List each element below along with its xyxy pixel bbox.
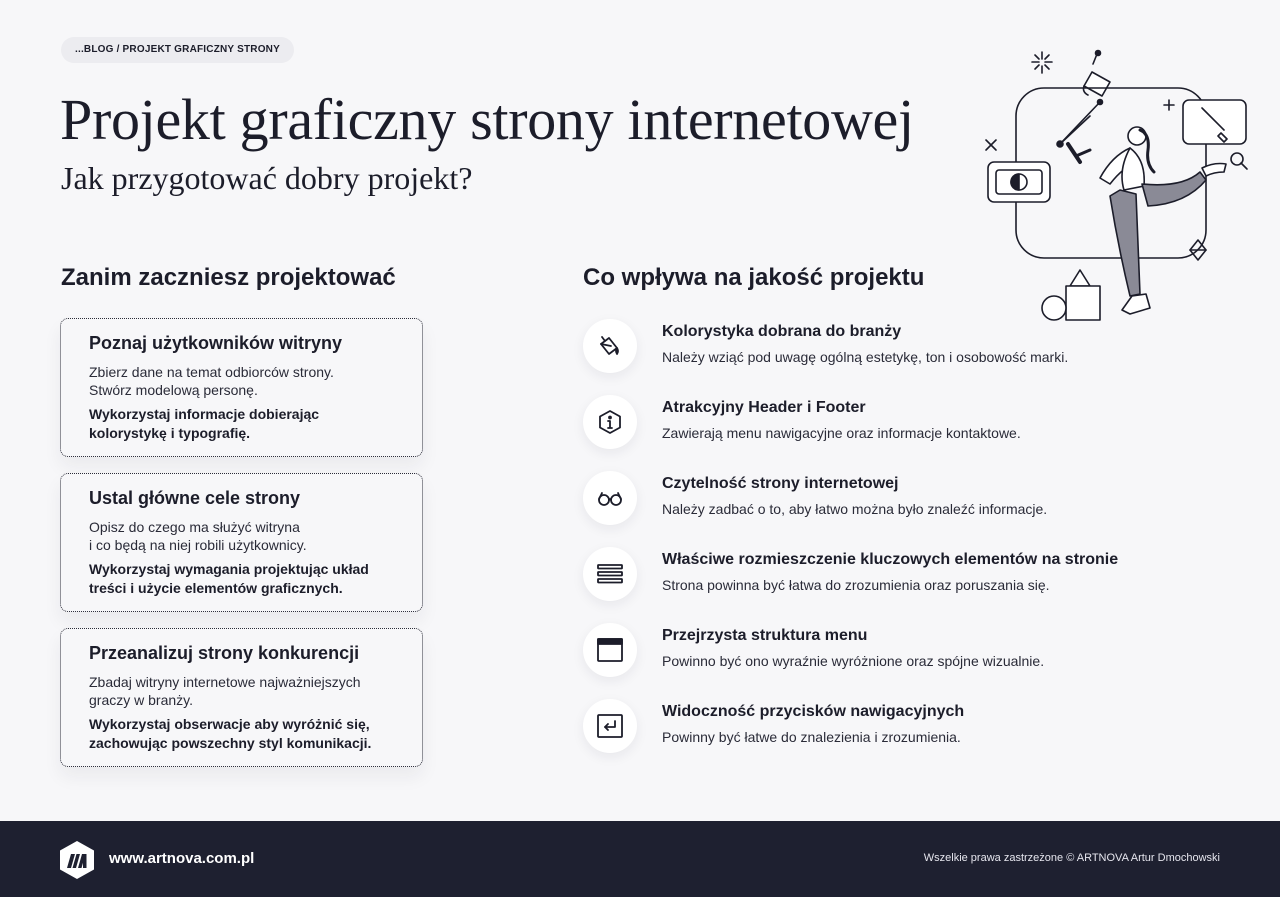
layout-rows-icon: [583, 547, 637, 601]
section-heading-before-design: Zanim zaczniesz projektować: [61, 264, 396, 291]
footer-website-link[interactable]: www.artnova.com.pl: [109, 850, 255, 867]
enter-key-icon: [583, 699, 637, 753]
sparkle-icon: [1032, 52, 1052, 73]
hero-illustration: [980, 44, 1250, 329]
factor-description: Powinno być ono wyraźnie wyróżnione oraz spójne wizualnie.: [662, 653, 1045, 669]
factor-title: Czytelność strony internetowej: [662, 475, 899, 492]
card-note: Wykorzystaj obserwacje aby wyróżnić się, zachowując powszechny styl komunikacji.: [89, 716, 372, 751]
card-description: Zbadaj witryny internetowe najważniejszych graczy w branży.: [89, 674, 361, 708]
factor-item: [583, 393, 1183, 469]
glasses-icon: [583, 471, 637, 525]
browser-window-icon: [583, 623, 637, 677]
factor-title: Widoczność przycisków nawigacyjnych: [662, 703, 965, 720]
factor-item: [583, 697, 1183, 773]
card-set-goals: [60, 473, 423, 612]
card-note: Wykorzystaj wymagania projektując układ treści i użycie elementów graficznych.: [89, 561, 369, 596]
factor-description: Strona powinna być łatwa do zrozumienia oraz poruszania się.: [662, 577, 1050, 593]
card-analyze-competitors: [60, 628, 423, 767]
paint-can-icon: [1084, 51, 1111, 97]
page-subtitle: Jak przygotować dobry projekt?: [61, 160, 473, 196]
factor-title: Kolorystyka dobrana do branży: [662, 323, 902, 340]
factor-item: [583, 545, 1183, 621]
factor-description: Zawierają menu nawigacyjne oraz informacje kontaktowe.: [662, 425, 1021, 441]
section-heading-quality-factors: Co wpływa na jakość projektu: [583, 264, 925, 291]
card-title: Ustal główne cele strony: [89, 488, 301, 508]
paint-bucket-icon: [583, 319, 637, 373]
card-description: Opisz do czego ma służyć witryna i co będą na niej robili użytkownicy.: [89, 519, 307, 553]
factor-title: Przejrzysta struktura menu: [662, 627, 868, 644]
factor-title: Atrakcyjny Header i Footer: [662, 399, 866, 416]
factor-description: Należy zadbać o to, aby łatwo można było znaleźć informacje.: [662, 501, 1048, 517]
footer: [0, 821, 1280, 897]
card-title: Poznaj użytkowników witryny: [89, 333, 343, 353]
factor-item: [583, 621, 1183, 697]
quality-factors-list: [583, 317, 1183, 773]
factor-description: Powinny być łatwe do znalezienia i zrozumienia.: [662, 729, 961, 745]
factor-description: Należy wziąć pod uwagę ogólną estetykę, ton i osobowość marki.: [662, 349, 1069, 365]
card-know-users: [60, 318, 423, 457]
card-note: Wykorzystaj informacje dobierając kolorystykę i typografię.: [89, 406, 320, 441]
page-title: Projekt graficzny strony internetowej: [60, 87, 914, 152]
card-description: Zbierz dane na temat odbiorców strony. Stwórz modelową personę.: [89, 364, 334, 398]
factor-title: Właściwe rozmieszczenie kluczowych elementów na stronie: [662, 551, 1119, 568]
breadcrumb[interactable]: ...BLOG / PROJEKT GRAFICZNY STRONY: [61, 37, 294, 63]
footer-copyright: Wszelkie prawa zastrzeżone © ARTNOVA Artur Dmochowski: [923, 852, 1220, 864]
artnova-logo-icon[interactable]: [58, 840, 96, 880]
factor-item: [583, 317, 1183, 393]
info-hexagon-icon: [583, 395, 637, 449]
card-title: Przeanalizuj strony konkurencji: [89, 643, 360, 663]
factor-item: [583, 469, 1183, 545]
checklist-cards: [60, 318, 423, 783]
